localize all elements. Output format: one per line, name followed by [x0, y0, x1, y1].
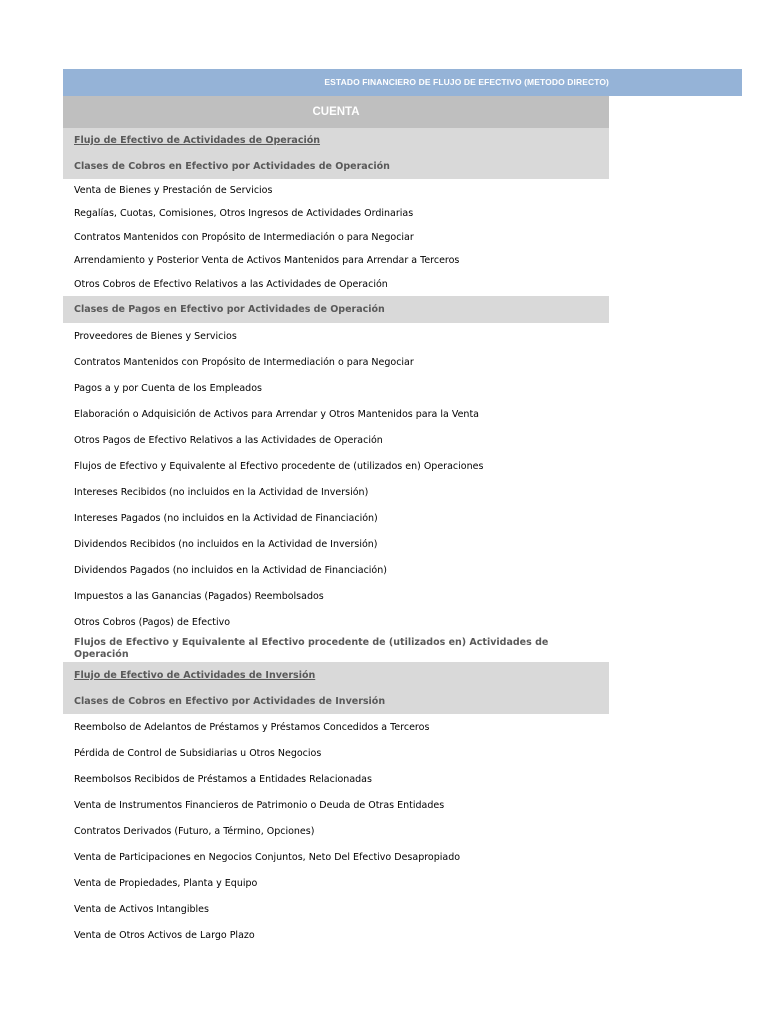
table-body	[63, 128, 609, 948]
report-title-bar	[63, 69, 742, 96]
table-row: Dividendos Recibidos (no incluidos en la Actividad de Inversión)	[74, 538, 378, 550]
table-row: Impuestos a las Ganancias (Pagados) Reembolsados	[74, 590, 324, 602]
table-row: Reembolsos Recibidos de Préstamos a Entidades Relacionadas	[74, 773, 372, 785]
table-row: Pagos a y por Cuenta de los Empleados	[74, 382, 262, 394]
section-header-row: Clases de Cobros en Efectivo por Actividades de Inversión	[63, 688, 609, 714]
subtotal-row: Flujos de Efectivo y Equivalente al Efectivo procedente de (utilizados en) Actividades de Operación	[74, 636, 549, 660]
table-row: Dividendos Pagados (no incluidos en la Actividad de Financiación)	[74, 564, 387, 576]
table-row: Arrendamiento y Posterior Venta de Activos Mantenidos para Arrendar a Terceros	[74, 255, 460, 266]
table-row: Proveedores de Bienes y Servicios	[74, 330, 237, 342]
section-header-row: Clases de Cobros en Efectivo por Actividades de Operación	[63, 153, 609, 179]
table-row: Otros Pagos de Efectivo Relativos a las Actividades de Operación	[74, 434, 383, 446]
table-row: Intereses Pagados (no incluidos en la Actividad de Financiación)	[74, 512, 378, 524]
table-row: Elaboración o Adquisición de Activos para Arrendar y Otros Mantenidos para la Venta	[74, 408, 479, 420]
table-row: Venta de Otros Activos de Largo Plazo	[74, 929, 255, 941]
table-row: Venta de Participaciones en Negocios Conjuntos, Neto Del Efectivo Desapropiado	[74, 851, 461, 863]
cash-flow-table	[63, 96, 609, 948]
table-row: Venta de Propiedades, Planta y Equipo	[74, 877, 258, 889]
section-header-row: Flujo de Efectivo de Actividades de Operación	[63, 128, 609, 153]
table-row: Pérdida de Control de Subsidiarias u Otros Negocios	[74, 747, 322, 759]
table-row: Intereses Recibidos (no incluidos en la Actividad de Inversión)	[74, 486, 369, 498]
table-row: Venta de Instrumentos Financieros de Patrimonio o Deuda de Otras Entidades	[74, 799, 445, 811]
table-row: Reembolso de Adelantos de Préstamos y Préstamos Concedidos a Terceros	[74, 721, 430, 733]
table-row: Contratos Mantenidos con Propósito de Intermediación o para Negociar	[74, 356, 414, 368]
table-row: Otros Cobros (Pagos) de Efectivo	[74, 616, 231, 628]
table-row: Otros Cobros de Efectivo Relativos a las Actividades de Operación	[74, 278, 388, 290]
report-title: ESTADO FINANCIERO DE FLUJO DE EFECTIVO (METODO DIRECTO)	[324, 77, 609, 87]
table-row: Flujos de Efectivo y Equivalente al Efectivo procedente de (utilizados en) Operaciones	[74, 460, 484, 472]
section-header-row: Flujo de Efectivo de Actividades de Inversión	[63, 662, 609, 688]
section-header-row: Clases de Pagos en Efectivo por Actividades de Operación	[63, 296, 609, 323]
table-row: Contratos Derivados (Futuro, a Término, Opciones)	[74, 825, 315, 837]
table-row: Regalías, Cuotas, Comisiones, Otros Ingresos de Actividades Ordinarias	[74, 208, 414, 219]
table-row: Venta de Activos Intangibles	[74, 903, 209, 915]
table-row: Contratos Mantenidos con Propósito de Intermediación o para Negociar	[74, 231, 414, 243]
table-row: Venta de Bienes y Prestación de Servicios	[74, 185, 273, 196]
column-header-cuenta: CUENTA	[63, 96, 609, 128]
